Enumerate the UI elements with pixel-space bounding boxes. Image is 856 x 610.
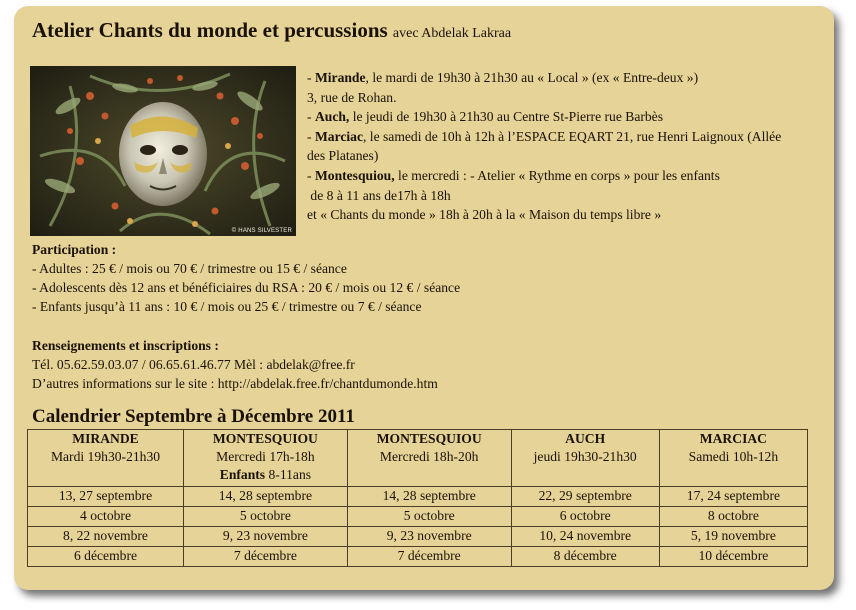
venue-name: Auch,	[314, 109, 350, 125]
date-cell: 8 octobre	[659, 507, 807, 527]
date-cell: 6 décembre	[28, 547, 184, 567]
calendar-row-october	[28, 507, 808, 527]
column-schedule: Mercredi 18h-20h	[379, 449, 479, 464]
calendar-table	[27, 429, 808, 567]
venue-detail: , le samedi de 10h à 12h à l’ESPACE EQART 21, rue Henri Laignoux (Allée des Platanes)	[307, 128, 782, 164]
date-cell: 9, 23 novembre	[184, 527, 348, 547]
date-cell: 14, 28 septembre	[347, 487, 511, 507]
column-schedule: jeudi 19h30-21h30	[533, 449, 637, 464]
date-cell: 8 décembre	[511, 547, 659, 567]
date-cell: 10, 24 novembre	[511, 527, 659, 547]
price-adults: - Adultes : 25 € / mois ou 70 € / trimestre ou 15 € / séance	[32, 261, 347, 276]
date-cell: 13, 27 septembre	[28, 487, 184, 507]
column-audience	[186, 466, 345, 484]
contact-line: Tél. 05.62.59.03.07 / 06.65.61.46.77 Mèl : abdelak@free.fr	[32, 357, 355, 372]
column-header	[184, 430, 348, 487]
column-title: MIRANDE	[72, 431, 139, 446]
venue-mirande	[307, 68, 797, 88]
column-title: MONTESQUIOU	[212, 431, 318, 446]
column-header	[28, 430, 184, 487]
website-line: D’autres informations sur le site : http://abdelak.free.fr/chantdumonde.htm	[32, 376, 438, 391]
calendar-row-november	[28, 527, 808, 547]
date-cell: 7 décembre	[347, 547, 511, 567]
calendar-row-september	[28, 487, 808, 507]
venue-name: Marciac	[314, 128, 363, 144]
calendar-title: Calendrier Septembre à Décembre 2011	[32, 406, 355, 427]
date-cell: 8, 22 novembre	[28, 527, 184, 547]
column-schedule: Samedi 10h-12h	[688, 449, 779, 464]
photo-credit: © HANS SILVESTER	[231, 228, 292, 234]
venue-montesquiou: - Montesquiou, le mercredi : - Atelier « Rythme en corps » pour les enfants	[307, 167, 720, 183]
audience-label: Enfants	[219, 467, 266, 482]
date-cell: 5, 19 novembre	[659, 527, 807, 547]
date-cell: 7 décembre	[184, 547, 348, 567]
date-cell: 17, 24 septembre	[659, 487, 807, 507]
date-cell: 9, 23 novembre	[347, 527, 511, 547]
date-cell: 6 octobre	[511, 507, 659, 527]
calendar-row-december	[28, 547, 808, 567]
column-header	[659, 430, 807, 487]
column-header	[511, 430, 659, 487]
date-cell: 22, 29 septembre	[511, 487, 659, 507]
calendar-header-row	[28, 430, 808, 487]
column-title: AUCH	[565, 431, 606, 446]
participation-heading: Participation :	[32, 242, 117, 257]
date-cell: 14, 28 septembre	[184, 487, 348, 507]
date-cell: 10 décembre	[659, 547, 807, 567]
participation-section	[32, 240, 460, 316]
venue-montesquiou-children: de 8 à 11 ans de17h à 18h	[307, 187, 451, 203]
photo-illustration	[30, 66, 296, 236]
column-title: MARCIAC	[699, 431, 767, 446]
price-children: - Enfants jusqu’à 11 ans : 10 € / mois ou 25 € / trimestre ou 7 € / séance	[32, 299, 422, 314]
venue-name: Montesquiou,	[314, 167, 395, 183]
date-cell: 5 octobre	[347, 507, 511, 527]
venues-list	[307, 68, 797, 225]
info-section	[32, 336, 438, 393]
venue-detail: le mercredi : - Atelier « Rythme en corps » pour les enfants	[394, 167, 720, 183]
venue-name: Mirande	[314, 70, 366, 85]
masked-face-photo	[30, 66, 296, 236]
price-teens: - Adolescents dès 12 ans et bénéficiaires du RSA : 20 € / mois ou 12 € / séance	[32, 280, 461, 295]
venue-detail: , le mardi de 19h30 à 21h30 au « Local » (ex « Entre-deux »)	[365, 70, 699, 85]
venue-marciac: - Marciac, le samedi de 10h à 12h à l’ESPACE EQART 21, rue Henri Laignoux (Allée des Platanes)	[307, 128, 782, 164]
column-schedule: Mercredi 17h-18h	[216, 449, 315, 464]
page-title	[32, 18, 511, 43]
audience-age: 8-11ans	[265, 467, 312, 482]
date-cell: 4 octobre	[28, 507, 184, 527]
info-heading: Renseignements et inscriptions :	[32, 338, 219, 353]
venue-montesquiou-chants: et « Chants du monde » 18h à 20h à la « Maison du temps libre »	[307, 207, 662, 223]
venue-auch: - Auch, le jeudi de 19h30 à 21h30 au Centre St-Pierre rue Barbès	[307, 109, 664, 125]
venue-detail: le jeudi de 19h30 à 21h30 au Centre St-Pierre rue Barbès	[349, 109, 664, 125]
column-header	[347, 430, 511, 487]
venue-mirande-address: 3, rue de Rohan.	[307, 89, 397, 105]
title-subtitle: avec Abdelak Lakraa	[392, 26, 512, 41]
column-schedule: Mardi 19h30-21h30	[50, 449, 161, 464]
dash: -	[307, 70, 315, 85]
date-cell: 5 octobre	[184, 507, 348, 527]
column-title: MONTESQUIOU	[376, 431, 482, 446]
title-main: Atelier Chants du monde et percussions	[32, 18, 388, 42]
